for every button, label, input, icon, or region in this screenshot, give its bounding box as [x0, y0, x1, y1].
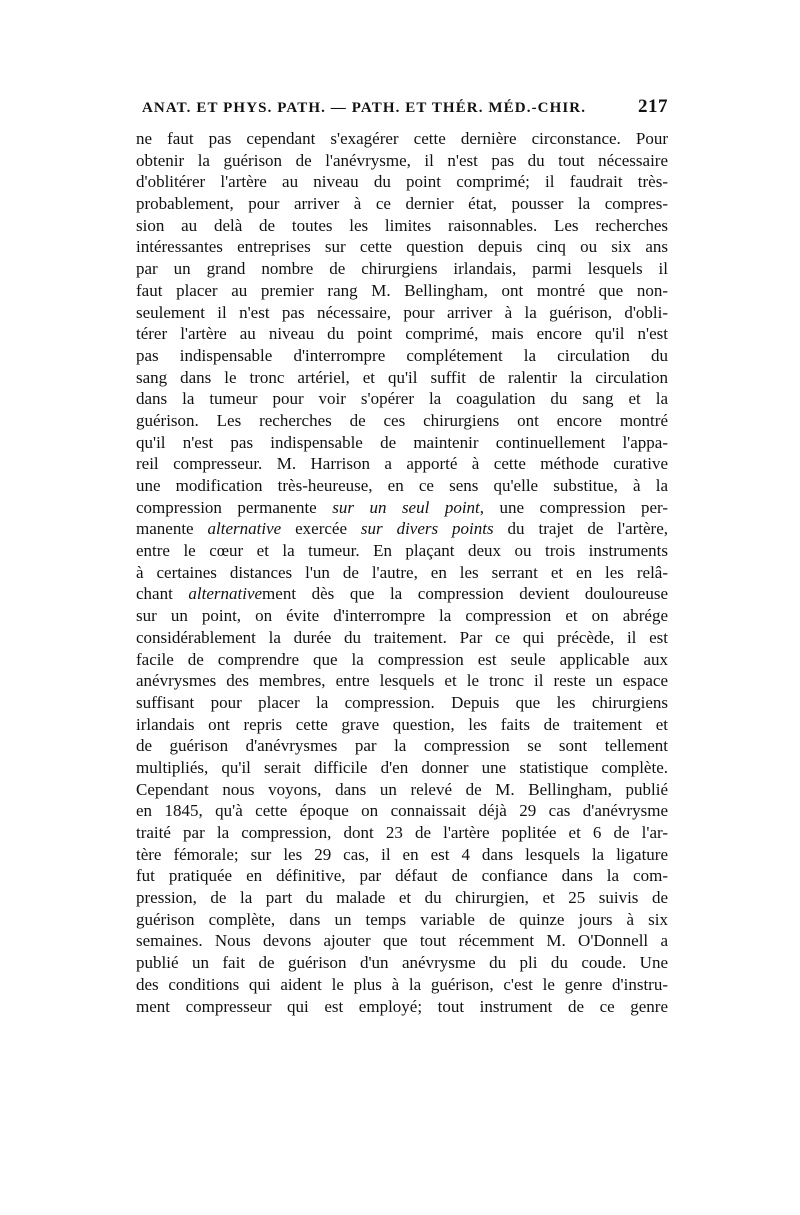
text-line: sang dans le tronc artériel, et qu'il suffit de ralentir la circulation	[136, 367, 668, 387]
text-line: suffisant pour placer la compression. Depuis que les chirurgiens	[136, 692, 668, 712]
text-line: térer l'artère au niveau du point comprimé, mais encore qu'il n'est	[136, 324, 668, 344]
text-line: anévrysmes des membres, entre lesquels et le tronc il reste un espace	[136, 671, 668, 691]
running-head	[136, 96, 668, 126]
text-line: considérablement la durée du traitement. Par ce qui précède, il est	[136, 627, 668, 647]
text-line: à certaines distances l'un de l'autre, en les serrant et en les relâ-	[136, 562, 668, 582]
body-text	[136, 128, 668, 1017]
text-line: fut pratiquée en définitive, par défaut de confiance dans la com-	[136, 866, 668, 886]
text-line: Cependant nous voyons, dans un relevé de M. Bellingham, publié	[136, 779, 668, 799]
text-line: entre le cœur et la tumeur. En plaçant deux ou trois instruments	[136, 541, 668, 561]
text-line: probablement, pour arriver à ce dernier état, pousser la compres-	[136, 194, 668, 214]
text-line: en 1845, qu'à cette époque on connaissait déjà 29 cas d'anévrysme	[136, 801, 668, 821]
text-line: des conditions qui aident le plus à la guérison, c'est le genre d'instru-	[136, 974, 668, 994]
text-line: compression permanente sur un seul point, une compression per-	[136, 497, 668, 517]
text-line: ment compresseur qui est employé; tout instrument de ce genre	[136, 996, 668, 1016]
text-line: facile de comprendre que la compression est seule applicable aux	[136, 649, 668, 669]
text-line: multipliés, qu'il serait difficile d'en donner une statistique complète.	[136, 757, 668, 777]
text-line: reil compresseur. M. Harrison a apporté à cette méthode curative	[136, 454, 668, 474]
text-line: semaines. Nous devons ajouter que tout récemment M. O'Donnell a	[136, 931, 668, 951]
text-line: d'oblitérer l'artère au niveau du point comprimé; il faudrait très-	[136, 172, 668, 192]
text-line: guérison. Les recherches de ces chirurgiens ont encore montré	[136, 410, 668, 430]
text-line: de guérison d'anévrysmes par la compression se sont tellement	[136, 736, 668, 756]
text-line: dans la tumeur pour voir s'opérer la coagulation du sang et la	[136, 389, 668, 409]
text-line: chant alternativement dès que la compression devient douloureuse	[136, 584, 668, 604]
text-line: manente alternative exercée sur divers points du trajet de l'artère,	[136, 519, 668, 539]
running-head-title: ANAT. ET PHYS. PATH. — PATH. ET THÉR. MÉD.-CHIR.	[142, 100, 587, 116]
text-line: ne faut pas cependant s'exagérer cette dernière circonstance. Pour	[136, 129, 668, 148]
text-line: par un grand nombre de chirurgiens irlandais, parmi lesquels il	[136, 259, 668, 279]
text-line: intéressantes entreprises sur cette question depuis cinq ou six ans	[136, 237, 668, 257]
text-line: irlandais ont repris cette grave question, les faits de traitement et	[136, 714, 668, 734]
text-line: sur un point, on évite d'interrompre la compression et on abrége	[136, 606, 668, 626]
text-line: pression, de la part du malade et du chirurgien, et 25 suivis de	[136, 888, 668, 908]
page-number: 217	[638, 96, 668, 117]
text-line: seulement il n'est pas nécessaire, pour arriver à la guérison, d'obli-	[136, 302, 668, 322]
text-line: tère fémorale; sur les 29 cas, il en est 4 dans lesquels la ligature	[136, 844, 668, 864]
text-line: faut placer au premier rang M. Bellingham, ont montré que non-	[136, 280, 668, 300]
text-line: obtenir la guérison de l'anévrysme, il n'est pas du tout nécessaire	[136, 150, 668, 170]
text-line: publié un fait de guérison d'un anévrysme du pli du coude. Une	[136, 953, 668, 973]
book-page	[136, 96, 668, 1017]
text-line: qu'il n'est pas indispensable de maintenir continuellement l'appa-	[136, 432, 668, 452]
text-line: pas indispensable d'interrompre complétement la circulation du	[136, 345, 668, 365]
text-line: sion au delà de toutes les limites raisonnables. Les recherches	[136, 215, 668, 235]
text-line: traité par la compression, dont 23 de l'artère poplitée et 6 de l'ar-	[136, 823, 668, 842]
text-line: guérison complète, dans un temps variable de quinze jours à six	[136, 909, 668, 929]
text-line: une modification très-heureuse, en ce sens qu'elle substitue, à la	[136, 476, 668, 495]
